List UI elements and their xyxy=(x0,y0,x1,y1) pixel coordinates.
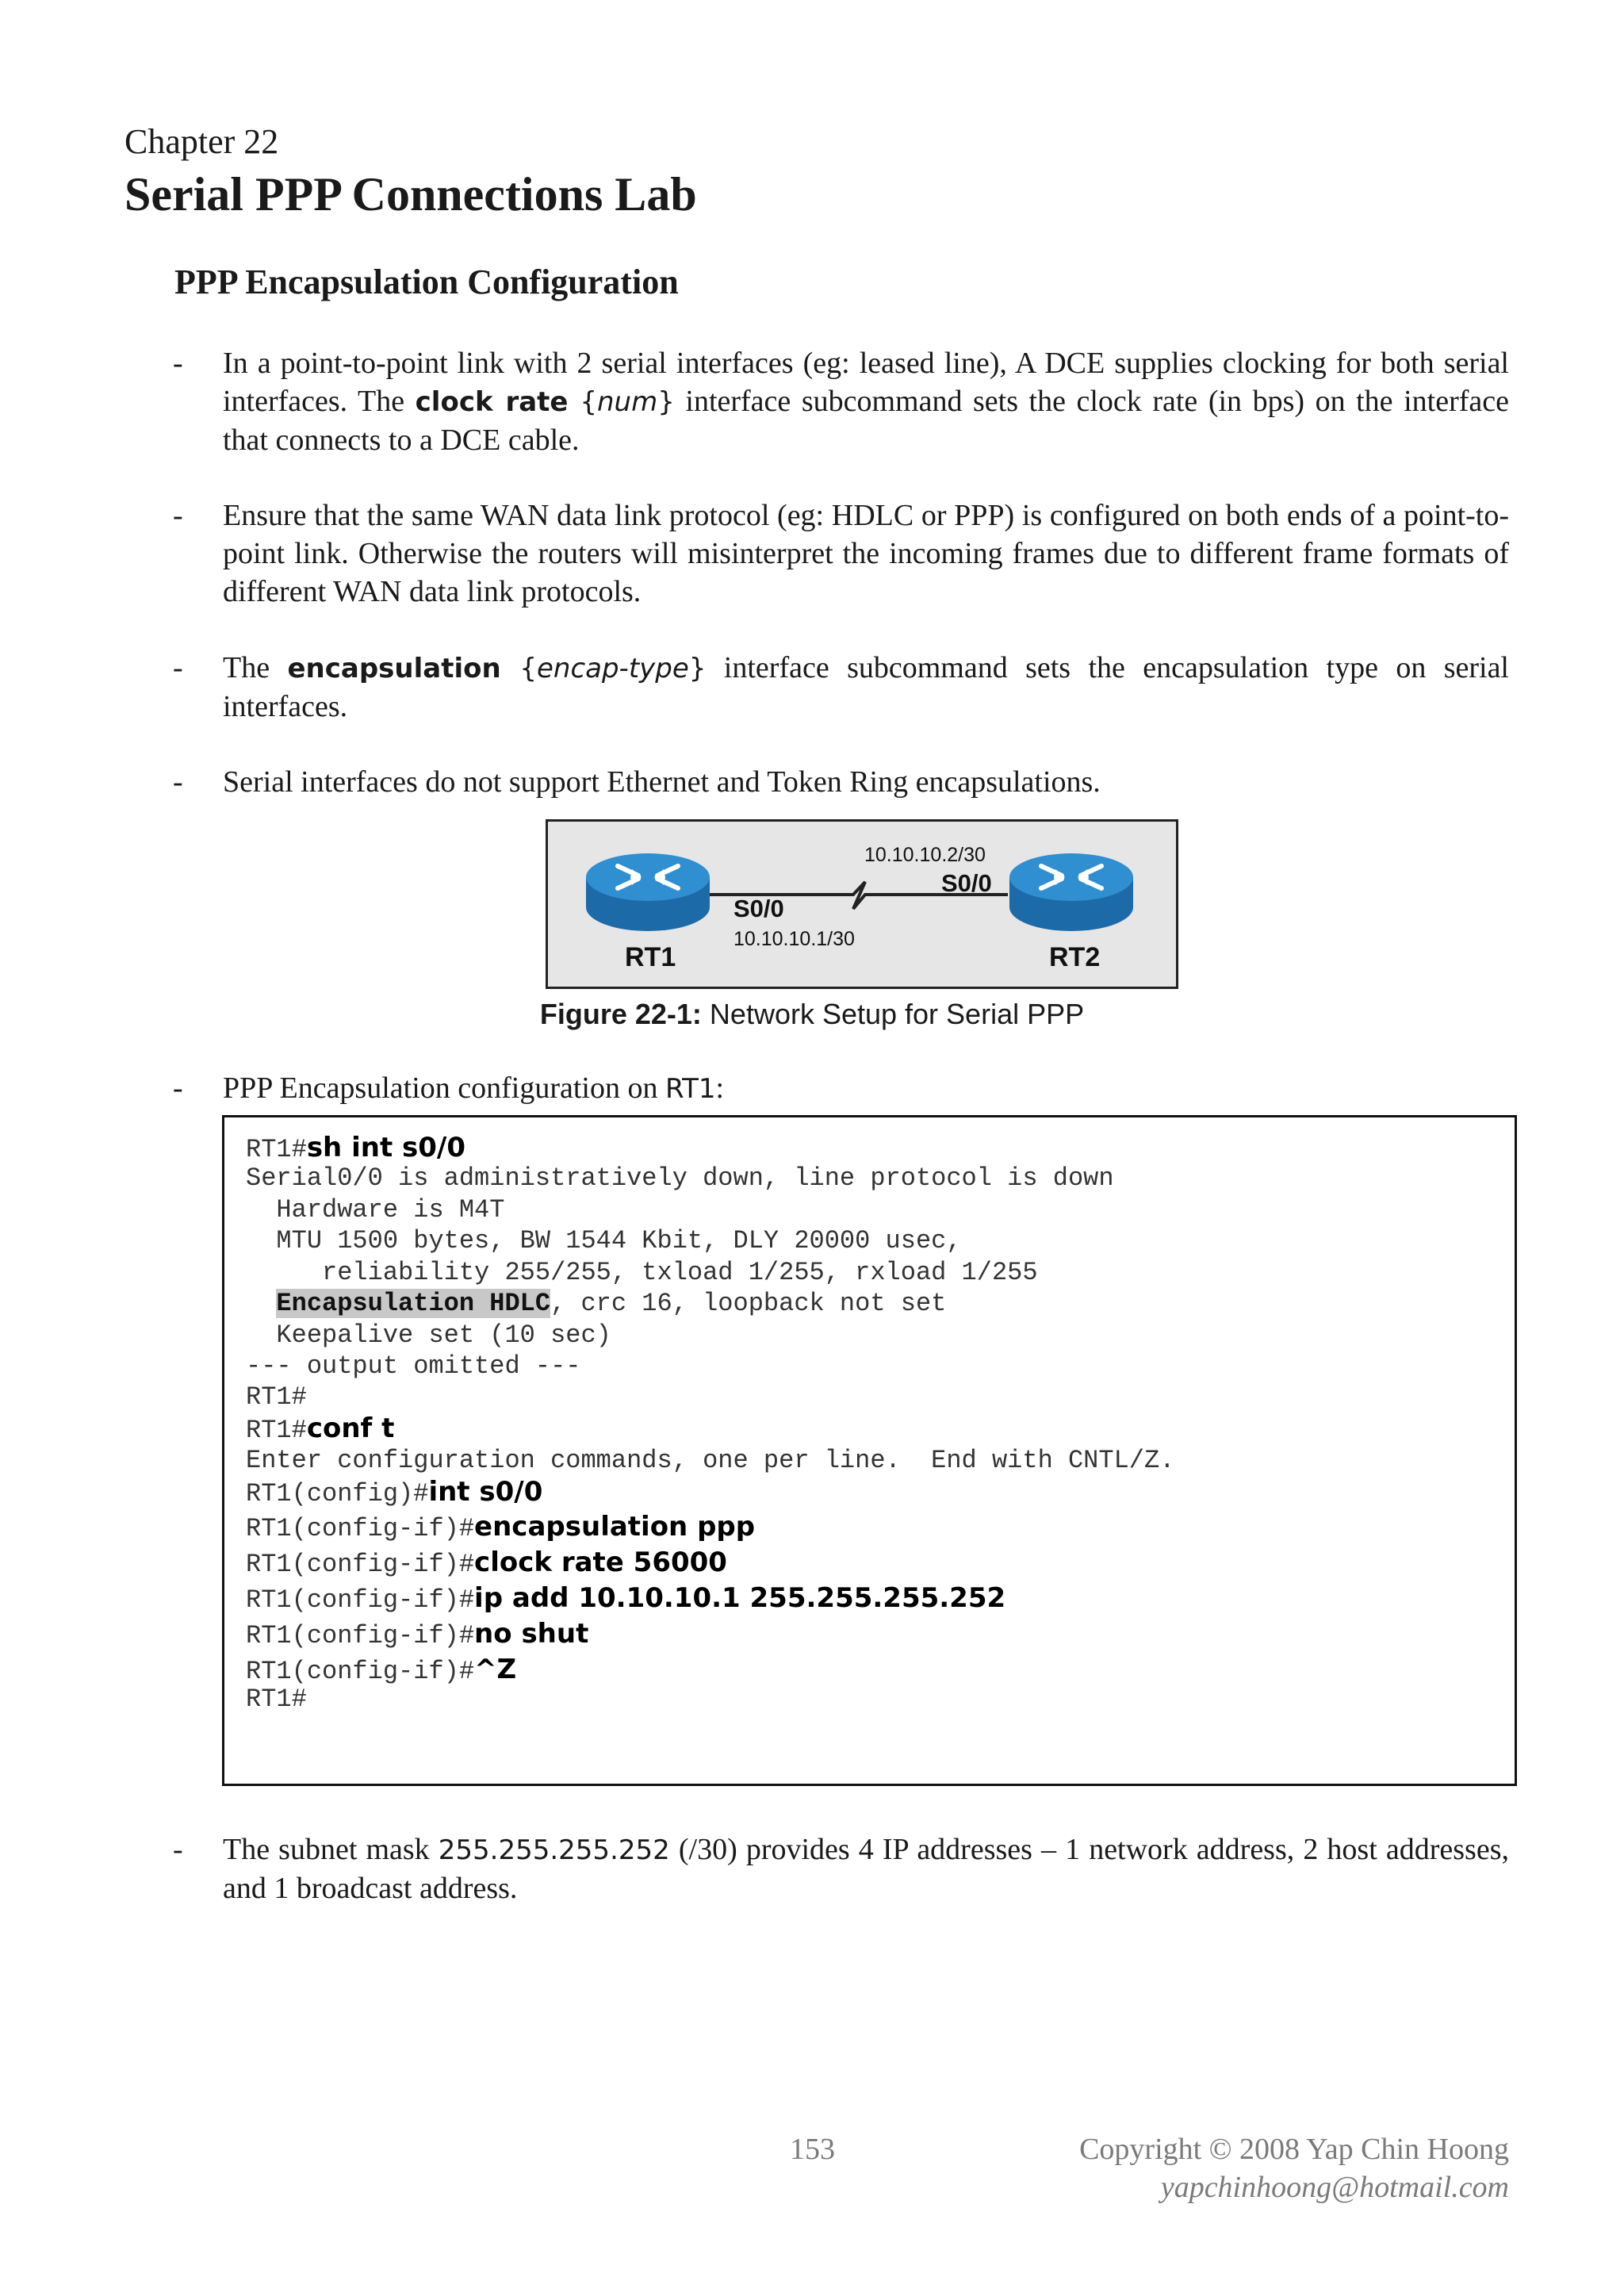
bullet-text: PPP Encapsulation configuration on RT1: xyxy=(223,1071,725,1105)
cli-command: no shut xyxy=(474,1618,589,1650)
cli-command: encapsulation ppp xyxy=(474,1511,756,1543)
cli-line: RT1# xyxy=(246,1382,307,1412)
cli-prompt: RT1# xyxy=(246,1135,307,1164)
cli-prompt: RT1(config-if)# xyxy=(246,1585,475,1615)
bullet-text: Ensure that the same WAN data link protocol (eg: HDLC or PPP) is configured on both ends of a point-to-point link. Otherwise the routers will misinterpret the incoming frames due to different frame formats of different WAN data link protocols. xyxy=(223,499,1509,608)
cli-line: Encapsulation HDLC, crc 16, loopback not set xyxy=(276,1289,947,1318)
cli-line xyxy=(246,1654,516,1686)
cli-command: sh int s0/0 xyxy=(306,1132,466,1163)
figure-caption xyxy=(0,998,1624,1031)
footer-email: yapchinhoong@hotmail.com xyxy=(1160,2171,1509,2204)
rt1-name-label: RT1 xyxy=(625,942,676,972)
figure-caption-text: Network Setup for Serial PPP xyxy=(701,998,1085,1030)
cli-prompt: RT1# xyxy=(246,1416,307,1445)
figure-caption-label: Figure 22-1: xyxy=(539,998,702,1030)
bullet-dash: - xyxy=(173,1833,183,1866)
bullet-text: In a point-to-point link with 2 serial interfaces (eg: leased line), A DCE supplies clocking for both serial interfaces. The clock rate {num} interface subcommand sets the clock rate (in bps) on the interface that connects to a DCE cable. xyxy=(223,347,1509,457)
cli-output-box xyxy=(222,1115,1517,1786)
bullet-dash: - xyxy=(173,765,183,799)
cli-line: Enter configuration commands, one per line. End with CNTL/Z. xyxy=(246,1446,1175,1475)
rt2-ip-label: 10.10.10.2/30 xyxy=(864,844,986,866)
command-keyword: encapsulation xyxy=(287,653,501,684)
cli-line: --- output omitted --- xyxy=(246,1351,581,1381)
bullet-wan-protocol xyxy=(173,496,1509,611)
page-number: 153 xyxy=(790,2133,835,2166)
bullet-ppp-config-intro xyxy=(173,1069,1509,1108)
cli-command: clock rate 56000 xyxy=(474,1547,727,1578)
cli-line xyxy=(246,1476,542,1508)
cli-line xyxy=(246,1412,394,1445)
section-title: PPP Encapsulation Configuration xyxy=(174,263,679,301)
command-keyword: clock rate xyxy=(415,386,569,418)
router-name-inline: RT1 xyxy=(665,1073,716,1105)
chapter-title: Serial PPP Connections Lab xyxy=(124,168,697,220)
cli-line xyxy=(246,1511,755,1543)
bullet-encapsulation xyxy=(173,649,1509,726)
bullet-text: Serial interfaces do not support Ethernet and Token Ring encapsulations. xyxy=(223,765,1101,799)
cli-line: RT1# xyxy=(246,1685,307,1714)
cli-line: Hardware is M4T xyxy=(246,1195,505,1225)
rt1-interface-label: S0/0 xyxy=(733,895,784,922)
rt2-interface-label: S0/0 xyxy=(941,869,992,897)
highlighted-encapsulation: Encapsulation HDLC xyxy=(276,1289,551,1318)
cli-prompt: RT1(config-if)# xyxy=(246,1657,475,1686)
bullet-text: The encapsulation {encap-type} interface subcommand sets the encapsulation type on serial interfaces. xyxy=(223,651,1509,723)
network-figure xyxy=(546,819,1178,989)
subnet-mask-inline: 255.255.255.252 xyxy=(438,1834,670,1866)
cli-line xyxy=(246,1547,727,1579)
cli-line: Keepalive set (10 sec) xyxy=(246,1320,611,1350)
chapter-label: Chapter 22 xyxy=(124,122,279,161)
cli-line: MTU 1500 bytes, BW 1544 Kbit, DLY 20000 usec, xyxy=(246,1226,962,1255)
bullet-dash: - xyxy=(173,1071,183,1105)
cli-prompt: RT1(config-if)# xyxy=(246,1550,475,1579)
cli-command: conf t xyxy=(306,1412,395,1444)
cli-line: Serial0/0 is administratively down, line protocol is down xyxy=(246,1163,1114,1193)
cli-prompt: RT1(config)# xyxy=(246,1479,429,1508)
command-argument: num xyxy=(596,386,658,418)
cli-command: ^Z xyxy=(474,1654,517,1685)
cli-command: ip add 10.10.10.1 255.255.255.252 xyxy=(474,1582,1006,1614)
bullet-text: The subnet mask 255.255.255.252 (/30) provides 4 IP addresses – 1 network address, 2 host addresses, and 1 broadcast address. xyxy=(223,1833,1509,1905)
rt1-ip-label: 10.10.10.1/30 xyxy=(733,928,855,950)
bullet-subnet-mask xyxy=(173,1830,1509,1907)
router-icon xyxy=(1009,853,1133,931)
router-icon xyxy=(586,853,710,931)
bullet-serial-support xyxy=(173,763,1509,801)
cli-line xyxy=(246,1618,588,1650)
footer-copyright: Copyright © 2008 Yap Chin Hoong xyxy=(1079,2133,1509,2166)
command-argument: encap-type xyxy=(536,653,689,684)
rt2-name-label: RT2 xyxy=(1049,942,1101,972)
bullet-clock-rate xyxy=(173,344,1509,459)
cli-prompt: RT1(config-if)# xyxy=(246,1621,475,1650)
cli-line xyxy=(246,1582,1005,1615)
cli-line xyxy=(246,1132,465,1164)
bullet-dash: - xyxy=(173,651,183,684)
bullet-dash: - xyxy=(173,499,183,532)
cli-prompt: RT1(config-if)# xyxy=(246,1514,475,1543)
cli-command: int s0/0 xyxy=(428,1476,543,1508)
bullet-dash: - xyxy=(173,347,183,380)
cli-line: reliability 255/255, txload 1/255, rxload 1/255 xyxy=(246,1258,1038,1287)
